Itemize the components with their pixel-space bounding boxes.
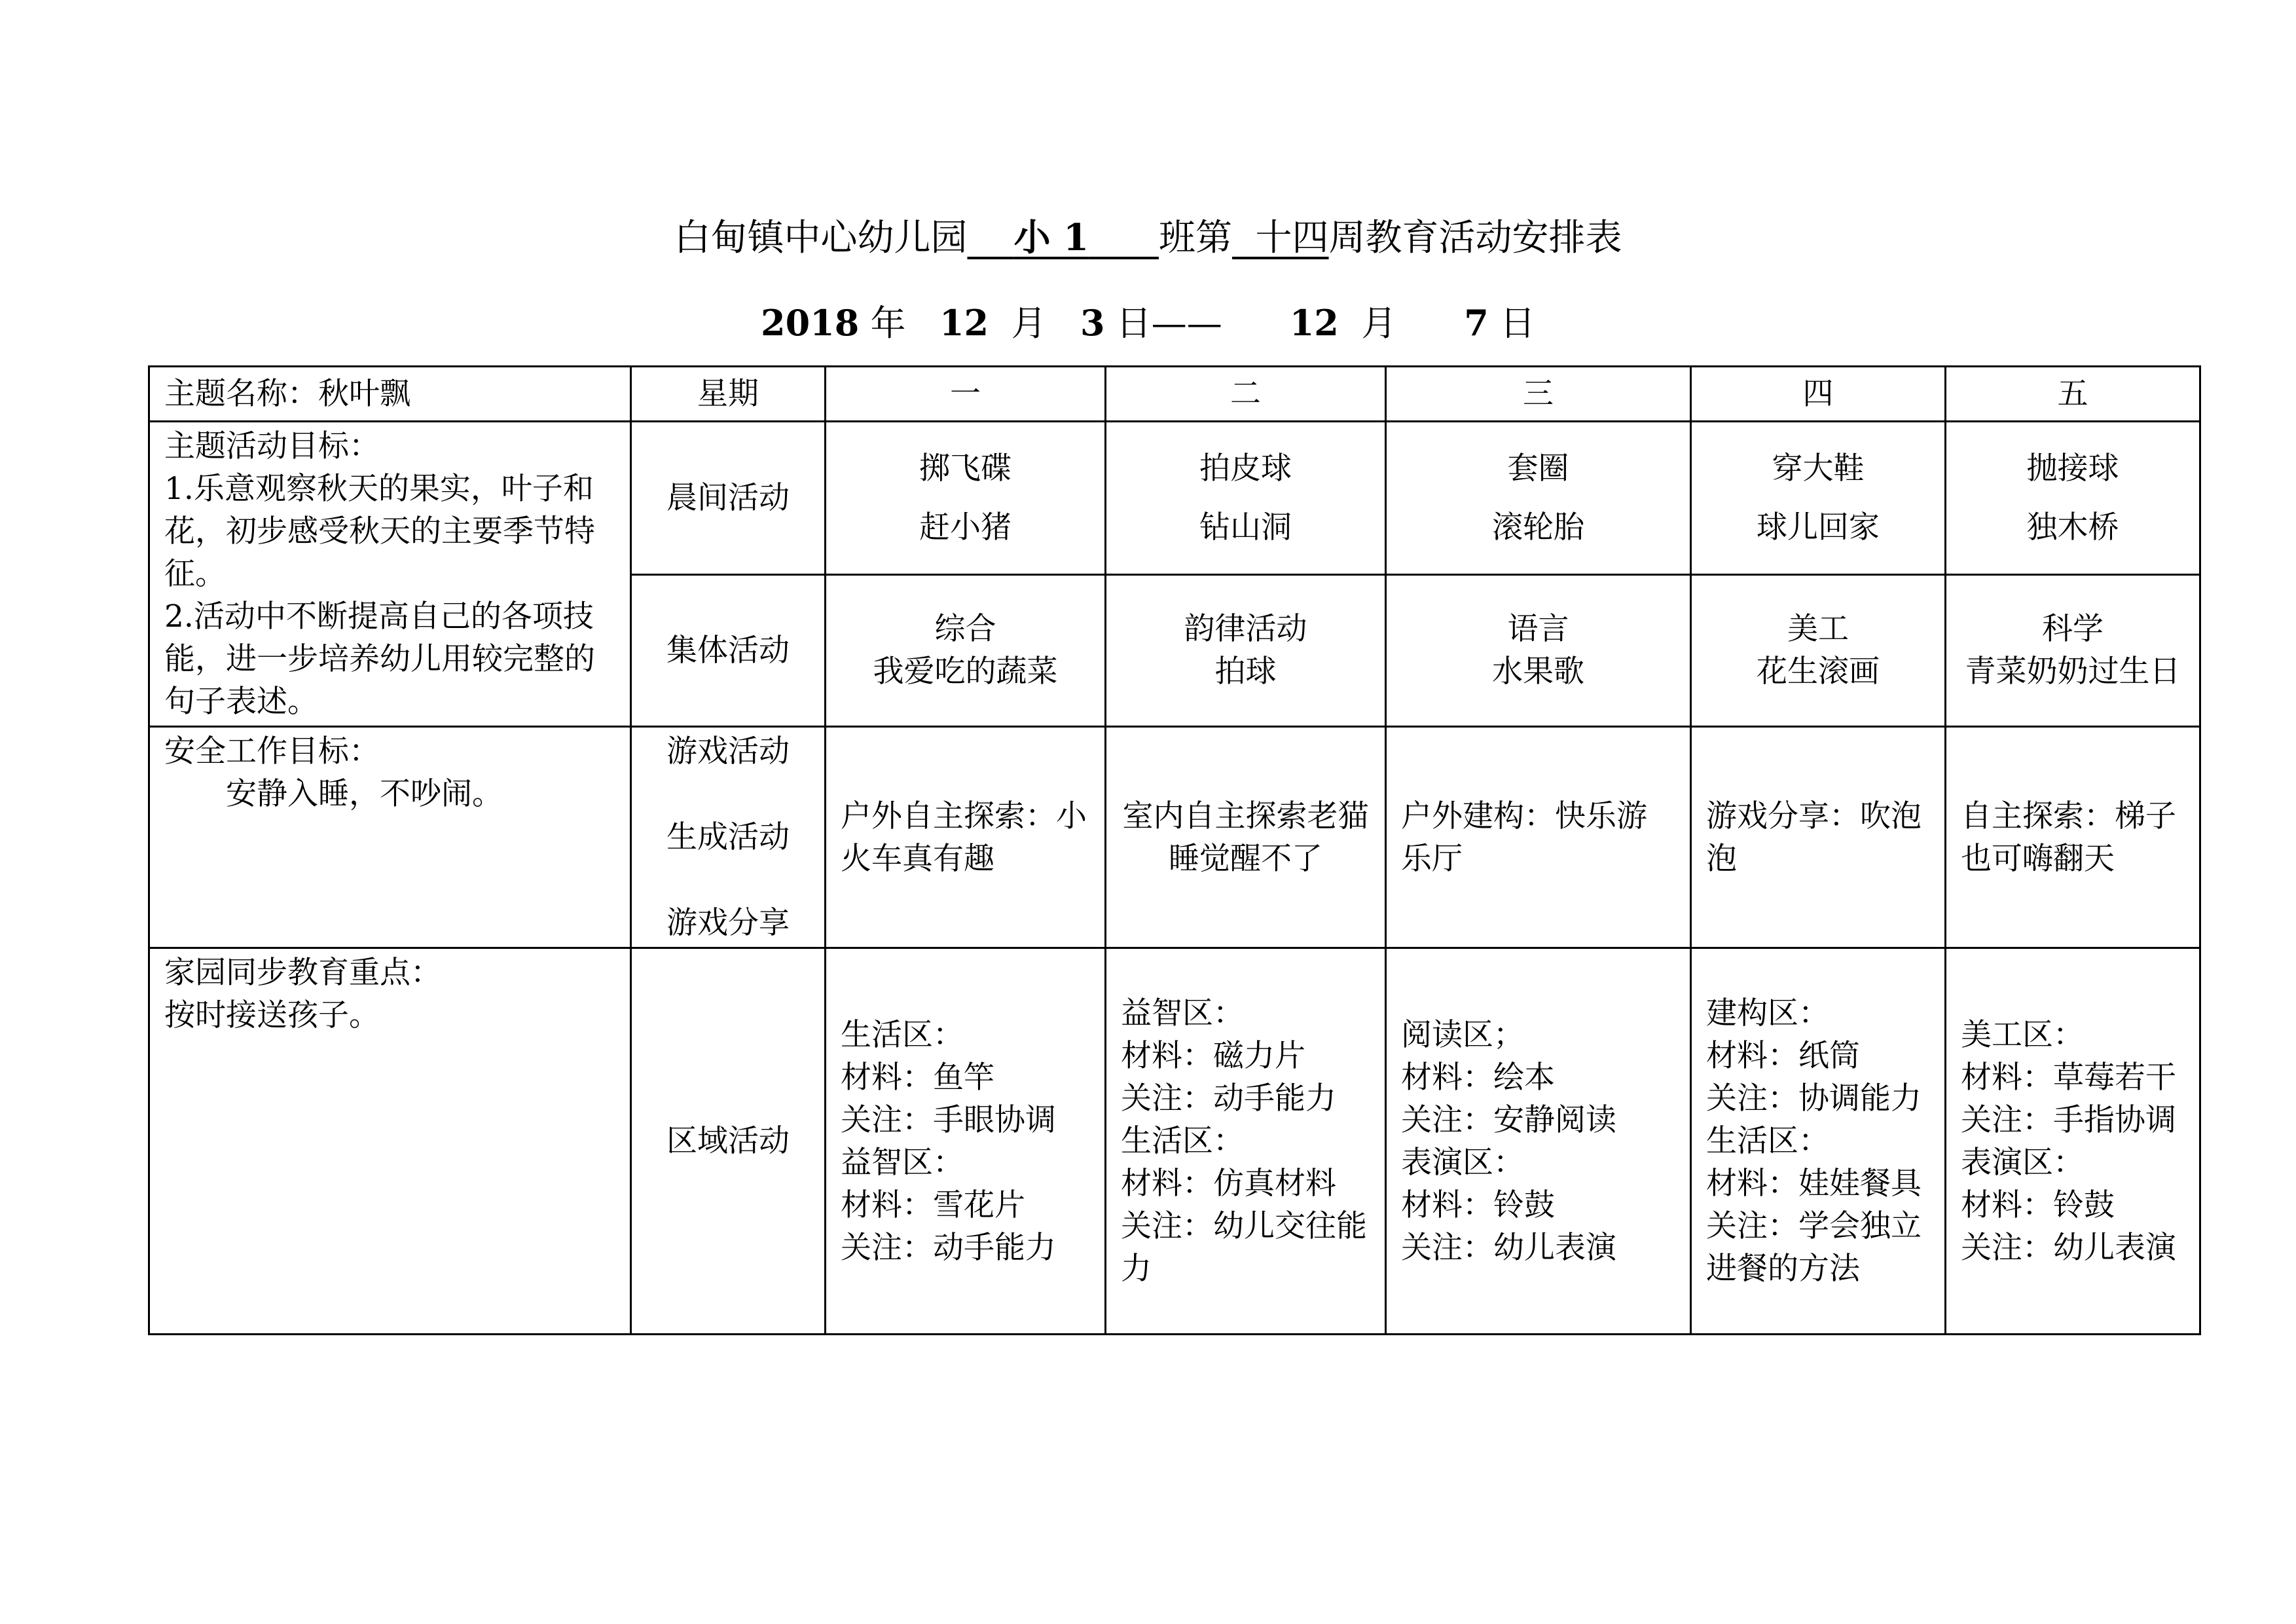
morning-activity: 钻山洞	[1199, 509, 1292, 545]
game-cell: 室内自主探索老猫睡觉醒不了	[1106, 727, 1386, 948]
morning-activity: 独木桥	[2026, 509, 2119, 545]
day-header-cell: 三	[1386, 367, 1691, 422]
week-blank	[1232, 217, 1329, 259]
date-range	[0, 293, 2296, 353]
end-day: 7	[1464, 302, 1489, 344]
game-cell: 户外建构：快乐游乐厅	[1386, 727, 1691, 948]
end-month: 12	[1289, 302, 1339, 344]
group-cell: 科学 青菜奶奶过生日	[1946, 574, 2200, 727]
morning-activity: 赶小猪	[919, 509, 1011, 545]
group-cell: 综合 我爱吃的蔬菜	[826, 574, 1106, 727]
game-cell: 户外自主探索：小火车真有趣	[826, 727, 1106, 948]
area-cell: 美工区： 材料：草莓若干 关注：手指协调表演区： 材料：铃鼓 关注：幼儿表演	[1946, 948, 2200, 1335]
schedule-table	[148, 365, 2201, 1335]
game-label-cell	[631, 727, 826, 948]
group-cell: 韵律活动 拍球	[1106, 574, 1386, 727]
day-header-cell: 一	[826, 367, 1106, 422]
area-label-cell: 区域活动	[631, 948, 826, 1335]
morning-cell	[1691, 422, 1946, 575]
area-cell: 阅读区； 材料：绘本 关注：安静阅读 表演区： 材料：铃鼓 关注：幼儿表演	[1386, 948, 1691, 1335]
game-cell: 自主探索：梯子也可嗨翻天	[1946, 727, 2200, 948]
week-number: 十四	[1255, 217, 1329, 259]
day-header-cell: 四	[1691, 367, 1946, 422]
game-label: 游戏活动	[666, 733, 790, 769]
morning-cell	[1106, 422, 1386, 575]
start-month: 12	[939, 302, 989, 344]
theme-goals-cell: 主题活动目标： 1.乐意观察秋天的果实，叶子和花，初步感受秋天的主要季节特征。 2.活动中不断提高自己的各项技能，进一步培养幼儿用较完整的句子表述。	[149, 422, 631, 727]
morning-cell	[1386, 422, 1691, 575]
morning-label-cell: 晨间活动	[631, 422, 826, 575]
start-year: 2018	[761, 302, 860, 344]
title-suffix: 周教育活动安排表	[1328, 217, 1622, 259]
class-name-blank	[967, 217, 1158, 259]
safety-goals-cell: 安全工作目标： 安静入睡，不吵闹。	[149, 727, 631, 948]
year-unit: 年	[870, 303, 906, 344]
area-cell: 建构区： 材料：纸筒 关注：协调能力 生活区： 材料：娃娃餐具 关注：学会独立进餐的方法	[1691, 948, 1946, 1335]
morning-row	[149, 422, 2200, 575]
end-day-unit: 日	[1499, 303, 1535, 344]
home-focus-cell: 家园同步教育重点： 按时接送孩子。	[149, 948, 631, 1335]
day-unit: 日——	[1116, 303, 1222, 344]
morning-cell	[1946, 422, 2200, 575]
area-cell: 生活区： 材料：鱼竿 关注：手眼协调 益智区： 材料：雪花片 关注：动手能力	[826, 948, 1106, 1335]
morning-activity: 穿大鞋	[1772, 450, 1865, 487]
class-suffix: 班第	[1158, 217, 1232, 259]
group-cell: 美工 花生滚画	[1691, 574, 1946, 727]
morning-cell	[826, 422, 1106, 575]
morning-activity: 拍皮球	[1199, 450, 1292, 487]
morning-activity: 套圈	[1507, 450, 1569, 487]
morning-activity: 掷飞碟	[919, 450, 1011, 487]
class-name: 小 1	[1013, 216, 1089, 259]
morning-activity: 滚轮胎	[1492, 509, 1584, 545]
theme-name-cell: 主题名称：秋叶飘	[149, 367, 631, 422]
day-header-cell: 二	[1106, 367, 1386, 422]
month-unit: 月	[1011, 303, 1047, 344]
group-cell: 语言 水果歌	[1386, 574, 1691, 727]
header-row	[149, 367, 2200, 422]
game-cell: 游戏分享：吹泡泡	[1691, 727, 1946, 948]
group-label-cell: 集体活动	[631, 574, 826, 727]
weekday-header-cell: 星期	[631, 367, 826, 422]
game-label: 生成活动	[666, 819, 790, 855]
morning-activity: 抛接球	[2026, 450, 2119, 487]
start-day: 3	[1080, 302, 1105, 344]
end-month-unit: 月	[1361, 303, 1397, 344]
school-name: 白甸镇中心幼儿园	[674, 217, 968, 259]
morning-activity: 球儿回家	[1757, 509, 1880, 545]
day-header-cell: 五	[1946, 367, 2200, 422]
game-row	[149, 727, 2200, 948]
page-title	[0, 208, 2296, 268]
area-row	[149, 948, 2200, 1335]
game-label: 游戏分享	[666, 905, 790, 941]
area-cell: 益智区： 材料：磁力片 关注：动手能力 生活区： 材料：仿真材料 关注：幼儿交往能力	[1106, 948, 1386, 1335]
